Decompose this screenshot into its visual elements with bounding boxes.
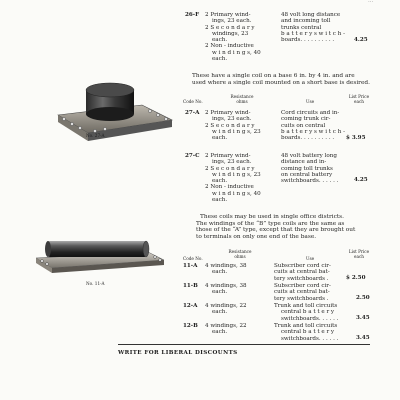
use-11a: Subscriber cord cir- cuits at central bat- tery switchboards . [274,263,331,282]
coil-description-paragraph: These have a single coil on a base 6 in. by 4 in. and are used where a single coil mounted on a short base is desired. [192,73,370,86]
code-12b: 12-B [183,323,198,329]
header-code: Code No. [183,99,203,104]
coil-11a-figure [30,232,170,282]
price-11a: $ 2.50 [346,275,366,281]
price-26f: 4.25 [354,37,368,43]
resistance-26f: 2 Primary wind- ings, 23 each. 2 S e c o n d a r y windings, 23 each. 2 Non - inductive w i n d i n g s, 40 each. [205,12,261,63]
header-resistance: Resistance ohms [230,94,254,104]
resistance-27c: 2 Primary wind- ings, 23 each. 2 S e c o n d a r y w i n d i n g s, 23 each. 2 Non - inductive w i n d i n g s, 40 each. [205,153,261,204]
code-27c: 27-C [185,153,200,159]
use-27a: Cord circuits and in- coming trunk cir- cuits on central b a t t e r y s w i t c h - boards. . . . . . . . . . [281,110,345,142]
code-11b: 11-B [183,283,198,289]
figure-caption-27a: No. 27-A [86,133,105,138]
use-12b: Trunk and toll circuits central b a t t e r y switchboards. . . . . . [274,323,339,342]
use-27c: 48 volt battery long distance and in- coming toll trunks on central battery switchboards. . . . . . [281,153,339,185]
resistance-11b: 4 windings, 38 each. [205,283,247,296]
footer-rule [118,344,370,345]
b-type-paragraph: These coils may be used in single office districts. The windings of the “B” type coils are the same as those of the “A” type, except that they are brought out to terminals on only one end of the base. [196,214,356,240]
price-27a: $ 3.95 [346,135,366,141]
header-use-2: Use [306,256,315,261]
code-26f: 26-F [185,12,200,18]
header-use: Use [306,99,315,104]
resistance-12b: 4 windings, 22 each. [205,323,247,336]
use-12a: Trunk and toll circuits central b a t t e r y switchboards. . . . . . [274,303,339,322]
code-12a: 12-A [183,303,198,309]
resistance-11a: 4 windings, 38 each. [205,263,247,276]
price-12b: 3.45 [356,335,370,341]
code-27a: 27-A [185,110,200,116]
header-resistance-2: Resistance ohms [228,249,252,259]
price-27c: 4.25 [354,177,368,183]
price-12a: 3.45 [356,315,370,321]
header-code-2: Code No. [183,256,203,261]
use-11b: Subscriber cord cir- cuits at central bat- tery switchboards . [274,283,331,302]
top-right-price-fragment: ... [368,0,374,4]
price-11b: 2.50 [356,295,370,301]
footer-discounts: WRITE FOR LIBERAL DISCOUNTS [118,350,238,356]
use-26f: 48 volt long distance and incoming toll trunks central b a t t e r y s w i t c h - boards. . . . . . . . . . [281,12,345,44]
header-price-2: List Price each [348,249,370,259]
resistance-27a: 2 Primary wind- ings, 23 each. 2 S e c o n d a r y w i n d i n g s, 23 each. [205,110,261,142]
figure-caption-11a: No. 11-A [86,281,105,286]
resistance-12a: 4 windings, 22 each. [205,303,247,316]
coil-27a-figure [50,75,180,155]
code-11a: 11-A [183,263,198,269]
header-price: List Price each [348,94,370,104]
